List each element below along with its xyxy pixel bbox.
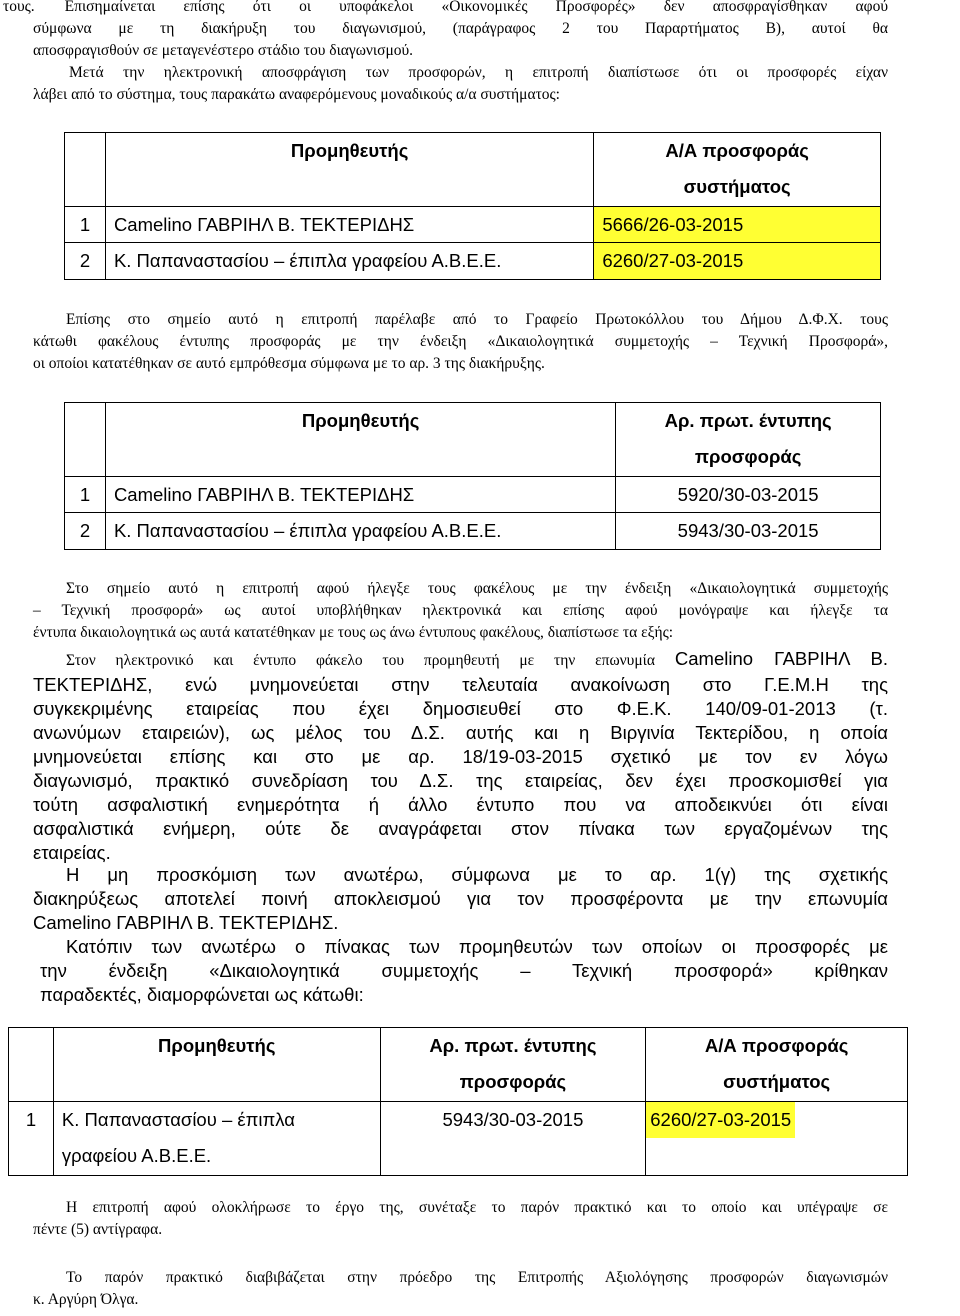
intro-paragraph bbox=[3, 0, 888, 62]
para7-line-3: παραδεκτές, διαμορφώνεται ως κάτωθι: bbox=[40, 984, 364, 1005]
para7-line-1: Κατόπιν των ανωτέρω ο πίνακας των προμηθευτών των οποίων οι προσφορές με bbox=[66, 936, 888, 957]
intro-line-2: σύμφωνα με τη διακήρυξη του διαγωνισμού, (παράγραφος 2 του Παραρτήματος Β), αυτοί θα bbox=[33, 20, 888, 37]
table-header-row bbox=[9, 1028, 908, 1102]
para6-line-3: Camelino ΓΑΒΡΙΗΛ Β. ΤΕΚΤΕΡΙΔΗΣ. bbox=[33, 912, 339, 933]
system-numbers-table bbox=[64, 132, 881, 280]
table-header-row bbox=[65, 133, 881, 207]
row-number: 1 bbox=[65, 207, 106, 243]
printed-offers-table bbox=[64, 402, 881, 550]
supplier-name: Κ. Παπαναστασίου – έπιπλα γραφείου Α.Β.Ε.Ε. bbox=[105, 243, 593, 280]
para9-line-1: Το παρόν πρακτικό διαβιβάζεται στην πρόεδρο της Επιτροπής Αξιολόγησης προσφορών διαγωνισμών bbox=[66, 1269, 888, 1286]
para3-line-1: Επίσης στο σημείο αυτό η επιτροπή παρέλαβε από το Γραφείο Πρωτοκόλλου του Δήμου Δ.Φ.Χ. τους bbox=[66, 311, 888, 328]
table-row bbox=[9, 1102, 908, 1176]
intro-lead-word: τους. bbox=[3, 0, 35, 15]
row-number: 1 bbox=[65, 477, 106, 513]
system-number-value: 5666/26-03-2015 bbox=[594, 207, 881, 243]
paragraph-protocol-receipt bbox=[33, 309, 888, 375]
table-row bbox=[65, 477, 881, 513]
system-number-value: 6260/27-03-2015 bbox=[594, 243, 881, 280]
paragraph-camelino-findings bbox=[33, 647, 888, 865]
intro-line-1-rest: Επισημαίνεται επίσης ότι οι υποφάκελοι «Οικονομικές Προσφορές» δεν αποσφραγίσθηκαν αφού bbox=[64, 0, 888, 15]
para6-line-1: Η μη προσκόμιση των ανωτέρω, σύμφωνα με το αρ. 1(γ) της σχετικής bbox=[66, 864, 888, 885]
accepted-offers-table bbox=[8, 1027, 908, 1176]
row-number: 2 bbox=[65, 513, 106, 550]
para3-line-3: οι οποίοι κατατέθηκαν σε αυτό εμπρόθεσμα σύμφωνα με το αρ. 3 της διακήρυξης. bbox=[33, 355, 545, 372]
supplier-name: Camelino ΓΑΒΡΙΗΛ Β. ΤΕΚΤΕΡΙΔΗΣ bbox=[105, 207, 593, 243]
para5-line-2: ΤΕΚΤΕΡΙΔΗΣ, ενώ μνημονεύεται στην τελευταία ανακοίνωση στο Γ.Ε.Μ.Η της bbox=[33, 674, 888, 695]
row-number: 2 bbox=[65, 243, 106, 280]
paragraph-exclusion bbox=[33, 863, 888, 935]
number-column-header bbox=[65, 133, 106, 207]
intro-line-1 bbox=[3, 0, 888, 18]
paragraph-check-envelopes bbox=[33, 578, 888, 644]
paragraph-accepted-table-intro bbox=[40, 935, 888, 1007]
paragraph-signing bbox=[33, 1197, 888, 1241]
paragraph-electronic-opening bbox=[33, 62, 888, 106]
paragraph-forwarding bbox=[33, 1267, 888, 1311]
para5-line-4: ανωνύμων εταιρειών), ως μέλος του Δ.Σ. αυτής και η Βιργινία Τεκτερίδου, η οποία bbox=[33, 722, 888, 743]
print-number-column-header: Αρ. πρωτ. έντυπης προσφοράς bbox=[616, 403, 881, 477]
supplier-column-header: Προμηθευτής bbox=[53, 1028, 380, 1102]
para2-line-1: Μετά την ηλεκτρονική αποσφράγιση των προσφορών, η επιτροπή διαπίστωσε ότι οι προσφορές είχαν bbox=[69, 64, 888, 81]
system-number-column-header: Α/Α προσφοράς συστήματος bbox=[646, 1028, 908, 1102]
para5-line-1: Στον ηλεκτρονικό και έντυπο φάκελο του προμηθευτή με την επωνυμία Camelino ΓΑΒΡΙΗΛ Β. bbox=[66, 648, 889, 669]
para9-line-2: κ. Αργύρη Όλγα. bbox=[33, 1291, 139, 1308]
table-row bbox=[65, 513, 881, 550]
print-number-value: 5920/30-03-2015 bbox=[616, 477, 881, 513]
para4-line-3: έντυπα δικαιολογητικά ως αυτά κατατέθηκαν με τους ως άνω έντυπους φακέλους, διαπίστωσε τα εξής: bbox=[33, 624, 674, 641]
number-column-header bbox=[9, 1028, 54, 1102]
supplier-column-header: Προμηθευτής bbox=[105, 133, 593, 207]
para4-line-1: Στο σημείο αυτό η επιτροπή αφού ήλεγξε τους φακέλους με την ένδειξη «Δικαιολογητικά συμμετοχής bbox=[66, 580, 888, 597]
table-row bbox=[65, 207, 881, 243]
system-number-column-header: Α/Α προσφοράς συστήματος bbox=[594, 133, 881, 207]
supplier-column-header: Προμηθευτής bbox=[105, 403, 615, 477]
para5-line-8: ασφαλιστικά ενήμερη, ούτε δε αναγράφεται στον πίνακα των εργαζομένων της bbox=[33, 818, 888, 839]
row-number: 1 bbox=[9, 1102, 54, 1176]
para5-line-9: εταιρείας. bbox=[33, 842, 111, 863]
para5-line-6: διαγωνισμό, πρακτικό συνεδρίαση του Δ.Σ. της εταιρείας, δεν έχει προσκομισθεί για bbox=[33, 770, 888, 791]
system-number-value: 6260/27-03-2015 bbox=[646, 1102, 908, 1176]
para5-line-3: συγκεκριμένης εταιρείας που έχει δημοσιευθεί στο Φ.Ε.Κ. 140/09-01-2013 (τ. bbox=[33, 698, 888, 719]
supplier-name: Κ. Παπαναστασίου – έπιπλα γραφείου Α.Β.Ε.Ε. bbox=[53, 1102, 380, 1176]
number-column-header bbox=[65, 403, 106, 477]
print-number-value: 5943/30-03-2015 bbox=[380, 1102, 646, 1176]
supplier-name: Camelino ΓΑΒΡΙΗΛ Β. ΤΕΚΤΕΡΙΔΗΣ bbox=[105, 477, 615, 513]
para8-line-2: πέντε (5) αντίγραφα. bbox=[33, 1221, 163, 1238]
para4-line-2: – Τεχνική προσφορά» ως αυτοί υποβλήθηκαν ηλεκτρονικά και επίσης αφού μονόγραψε και ήλεγξε τα bbox=[33, 602, 888, 619]
para7-line-2: την ένδειξη «Δικαιολογητικά συμμετοχής – Τεχνική προσφορά» κρίθηκαν bbox=[40, 960, 888, 981]
print-number-value: 5943/30-03-2015 bbox=[616, 513, 881, 550]
print-number-column-header: Αρ. πρωτ. έντυπης προσφοράς bbox=[380, 1028, 646, 1102]
intro-line-3: αποσφραγισθούν σε μεταγενέστερο στάδιο του διαγωνισμού. bbox=[33, 42, 414, 59]
para5-line-5: μνημονεύεται επίσης και στο με αρ. 18/19-03-2015 σχετικό με τον εν λόγω bbox=[33, 746, 888, 767]
table-header-row bbox=[65, 403, 881, 477]
para2-line-2: λάβει από το σύστημα, τους παρακάτω αναφερόμενους μοναδικούς α/α συστήματος: bbox=[33, 86, 560, 103]
supplier-name: Κ. Παπαναστασίου – έπιπλα γραφείου Α.Β.Ε.Ε. bbox=[105, 513, 615, 550]
table-row bbox=[65, 243, 881, 280]
para6-line-2: διακηρύξεως αποτελεί ποινή αποκλεισμού για τον προσφέροντα με την επωνυμία bbox=[33, 888, 888, 909]
para3-line-2: κάτωθι φακέλους έντυπης προσφοράς με την ένδειξη «Δικαιολογητικά συμμετοχής – Τεχνική Προσφορά», bbox=[33, 333, 888, 350]
para5-line-7: τούτη ασφαλιστική ενημερότητα ή άλλο έντυπο που να αποδεικνύει ότι είναι bbox=[33, 794, 888, 815]
para8-line-1: Η επιτροπή αφού ολοκλήρωσε το έργο της, συνέταξε το παρόν πρακτικό και το οποίο και υπέγραψε σε bbox=[66, 1199, 888, 1216]
